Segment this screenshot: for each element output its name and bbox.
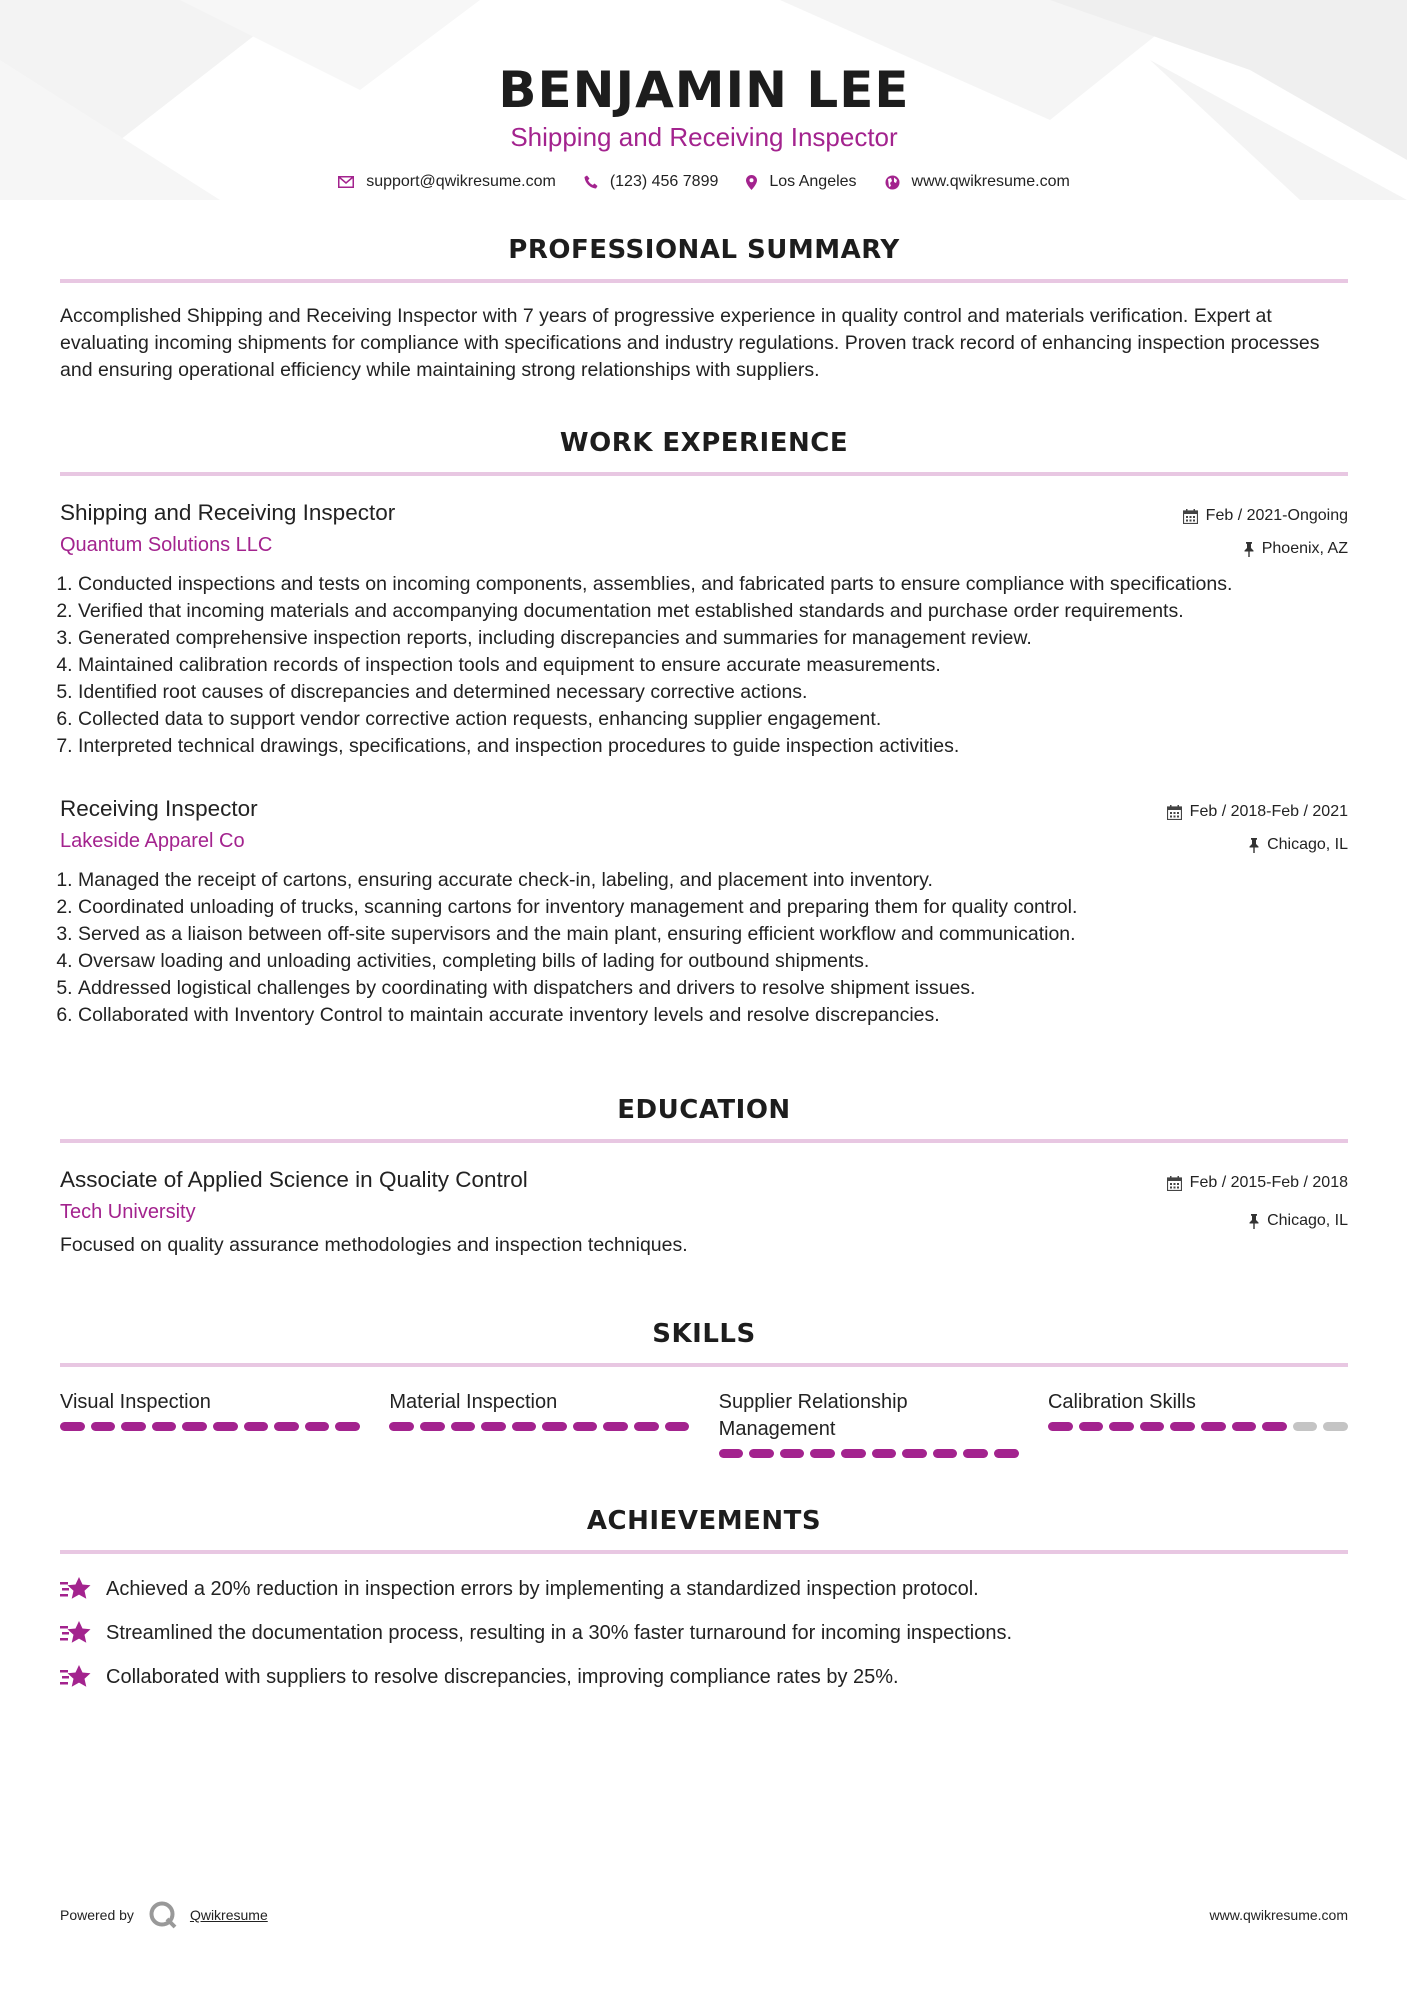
skill-item <box>1048 1389 1348 1458</box>
email-text: support@qwikresume.com <box>366 173 556 190</box>
skill-dot-filled <box>512 1422 537 1431</box>
calendar-icon <box>1167 1176 1182 1191</box>
list-item: 3. Generated comprehensive inspection reports, including discrepancies and summaries for management review. <box>78 625 1348 652</box>
list-item: 6. Collected data to support vendor corrective action requests, enhancing supplier engagement. <box>78 706 1348 733</box>
job-title: Shipping and Receiving Inspector <box>60 500 396 525</box>
job-location <box>1167 835 1348 855</box>
skill-name: Visual Inspection <box>60 1391 211 1413</box>
skill-dot-filled <box>420 1422 445 1431</box>
skill-level-bar <box>389 1422 689 1431</box>
education-dates-text: Feb / 2015-Feb / 2018 <box>1189 1174 1348 1191</box>
skills-heading: SKILLS <box>652 1319 756 1349</box>
list-item: 5. Identified root causes of discrepancies and determined necessary corrective actions. <box>78 679 1348 706</box>
resume-page <box>60 0 1348 1708</box>
achievements-heading: ACHIEVEMENTS <box>586 1506 822 1536</box>
skill-dot-filled <box>780 1449 805 1458</box>
skill-dot-filled <box>152 1422 177 1431</box>
skill-dot-filled <box>1079 1422 1104 1431</box>
section-divider <box>60 1550 1348 1554</box>
skill-level-bar <box>719 1449 1019 1458</box>
envelope-icon <box>338 176 354 188</box>
job-entry <box>60 500 1348 760</box>
achievement-text: Collaborated with suppliers to resolve discrepancies, improving compliance rates by 25%. <box>106 1665 899 1688</box>
job-dates <box>1167 802 1348 822</box>
degree-title: Associate of Applied Science in Quality Control <box>60 1167 528 1192</box>
contact-email[interactable] <box>338 173 556 191</box>
school-name: Tech University <box>60 1201 196 1223</box>
candidate-title: Shipping and Receiving Inspector <box>510 122 898 152</box>
list-item: 3. Served as a liaison between off-site supervisors and the main plant, ensuring efficient workflow and communication. <box>78 921 1348 948</box>
education-location <box>1167 1211 1348 1231</box>
job-entry <box>60 796 1348 1029</box>
job-location-text: Chicago, IL <box>1267 836 1348 853</box>
job-responsibilities <box>60 867 1348 1029</box>
list-item: 4. Maintained calibration records of inspection tools and equipment to ensure accurate measurements. <box>78 652 1348 679</box>
skill-dot-filled <box>542 1422 567 1431</box>
skills-list <box>60 1389 1348 1458</box>
powered-by <box>60 1900 268 1930</box>
list-item: 2. Coordinated unloading of trucks, scanning cartons for inventory management and preparing them for quality control. <box>78 894 1348 921</box>
phone-text: (123) 456 7899 <box>609 173 719 190</box>
list-item: 7. Interpreted technical drawings, specifications, and inspection procedures to guide inspection activities. <box>78 733 1348 760</box>
skill-dot-filled <box>182 1422 207 1431</box>
skill-dot-filled <box>994 1449 1019 1458</box>
education-dates <box>1167 1173 1348 1193</box>
job-dates <box>1183 506 1348 526</box>
skill-dot-filled <box>121 1422 146 1431</box>
job-responsibilities <box>60 571 1348 760</box>
skill-dot-filled <box>749 1449 774 1458</box>
map-pin-icon <box>746 175 757 190</box>
skill-item <box>60 1389 360 1458</box>
job-meta <box>1183 506 1348 559</box>
skill-dot-filled <box>1140 1422 1165 1431</box>
skill-dot-filled <box>719 1449 744 1458</box>
skill-dot-filled <box>1232 1422 1257 1431</box>
achievement-item <box>60 1620 1348 1646</box>
education-location-text: Chicago, IL <box>1267 1212 1348 1229</box>
skill-dot-filled <box>933 1449 958 1458</box>
globe-icon <box>885 175 900 190</box>
contact-bar <box>60 173 1348 191</box>
skill-dot-filled <box>872 1449 897 1458</box>
skill-dot-filled <box>60 1422 85 1431</box>
achievement-item <box>60 1576 1348 1602</box>
calendar-icon <box>1183 509 1198 524</box>
skill-name: Calibration Skills <box>1047 1391 1196 1413</box>
list-item: 1. Managed the receipt of cartons, ensuring accurate check-in, labeling, and placement into inventory. <box>78 867 1348 894</box>
section-divider <box>60 472 1348 476</box>
section-divider <box>60 1363 1348 1367</box>
pushpin-icon <box>1249 838 1259 853</box>
star-icon <box>60 1620 92 1646</box>
skill-dot-filled <box>481 1422 506 1431</box>
skill-dot-filled <box>213 1422 238 1431</box>
skill-dot-filled <box>1262 1422 1287 1431</box>
skill-dot-empty <box>1323 1422 1348 1431</box>
star-icon <box>60 1664 92 1690</box>
skill-dot-filled <box>1109 1422 1134 1431</box>
website-text: www.qwikresume.com <box>911 173 1070 190</box>
achievement-text: Achieved a 20% reduction in inspection errors by implementing a standardized inspection protocol. <box>106 1577 979 1600</box>
achievements-list <box>60 1576 1348 1690</box>
skill-dot-filled <box>1201 1422 1226 1431</box>
resume-header <box>60 0 1348 191</box>
achievement-text: Streamlined the documentation process, resulting in a 30% faster turnaround for incoming inspections. <box>106 1621 1013 1644</box>
skill-level-bar <box>1048 1422 1348 1431</box>
experience-heading: WORK EXPERIENCE <box>559 428 849 458</box>
education-section <box>60 1095 1348 1259</box>
skill-dot-filled <box>603 1422 628 1431</box>
page-footer <box>60 1900 1348 1930</box>
experience-section <box>60 428 1348 1029</box>
pushpin-icon <box>1249 1214 1259 1229</box>
star-icon <box>60 1576 92 1602</box>
skill-item <box>389 1389 689 1458</box>
skill-level-bar <box>60 1422 360 1431</box>
phone-icon <box>584 175 598 189</box>
skill-dot-filled <box>902 1449 927 1458</box>
section-divider <box>60 279 1348 283</box>
summary-heading: PROFESSIONAL SUMMARY <box>508 235 900 265</box>
skill-dot-filled <box>389 1422 414 1431</box>
skill-dot-filled <box>305 1422 330 1431</box>
summary-section <box>60 235 1348 384</box>
skill-dot-filled <box>665 1422 690 1431</box>
skill-dot-filled <box>841 1449 866 1458</box>
skill-name: Material Inspection <box>389 1391 558 1413</box>
skill-name: Supplier Relationship Management <box>718 1391 908 1440</box>
job-dates-text: Feb / 2021-Ongoing <box>1205 507 1348 524</box>
skill-dot-filled <box>634 1422 659 1431</box>
education-meta <box>1167 1173 1348 1231</box>
contact-website[interactable] <box>885 173 1070 191</box>
skill-dot-filled <box>335 1422 360 1431</box>
skill-dot-filled <box>451 1422 476 1431</box>
job-meta <box>1167 802 1348 855</box>
education-description: Focused on quality assurance methodologies and inspection techniques. <box>60 1234 688 1256</box>
skill-dot-filled <box>274 1422 299 1431</box>
skill-dot-filled <box>573 1422 598 1431</box>
summary-text: Accomplished Shipping and Receiving Inspector with 7 years of progressive experience in quality control and materials verification. Expert at evaluating incoming shipments for compliance with specifications and industry regulations. Proven track record of enhancing inspection processes and ensuring operational efficiency while maintaining strong relationships with suppliers. <box>60 305 1320 381</box>
section-divider <box>60 1139 1348 1143</box>
skill-dot-filled <box>244 1422 269 1431</box>
contact-phone[interactable] <box>584 173 719 191</box>
education-entry <box>60 1167 1348 1259</box>
job-dates-text: Feb / 2018-Feb / 2021 <box>1189 803 1348 820</box>
list-item: 4. Oversaw loading and unloading activities, completing bills of lading for outbound shipments. <box>78 948 1348 975</box>
pushpin-icon <box>1244 542 1254 557</box>
skills-section <box>60 1319 1348 1458</box>
list-item: 1. Conducted inspections and tests on incoming components, assemblies, and fabricated parts to ensure compliance with specifications. <box>78 571 1348 598</box>
list-item: 2. Verified that incoming materials and accompanying documentation met established standards and purchase order requirements. <box>78 598 1348 625</box>
qwikresume-logo-icon <box>148 1900 178 1930</box>
skill-item <box>719 1389 1019 1458</box>
candidate-name: BENJAMIN LEE <box>498 61 910 119</box>
education-heading: EDUCATION <box>617 1095 791 1125</box>
job-title: Receiving Inspector <box>60 796 258 821</box>
skill-dot-filled <box>810 1449 835 1458</box>
skill-dot-filled <box>963 1449 988 1458</box>
qwikresume-link[interactable]: Qwikresume <box>189 1907 268 1923</box>
skill-dot-filled <box>1048 1422 1073 1431</box>
skill-dot-empty <box>1293 1422 1318 1431</box>
list-item: 5. Addressed logistical challenges by coordinating with dispatchers and drivers to resolve shipment issues. <box>78 975 1348 1002</box>
powered-by-label: Powered by <box>60 1907 134 1923</box>
achievements-section <box>60 1506 1348 1690</box>
list-item: 6. Collaborated with Inventory Control to maintain accurate inventory levels and resolve discrepancies. <box>78 1002 1348 1029</box>
location-text: Los Angeles <box>769 173 857 190</box>
skill-dot-filled <box>1170 1422 1195 1431</box>
company-name: Lakeside Apparel Co <box>60 830 245 852</box>
skill-dot-filled <box>91 1422 116 1431</box>
job-location-text: Phoenix, AZ <box>1261 540 1348 557</box>
contact-location <box>746 173 856 191</box>
footer-website[interactable]: www.qwikresume.com <box>1209 1907 1348 1923</box>
achievement-item <box>60 1664 1348 1690</box>
calendar-icon <box>1167 805 1182 820</box>
job-location <box>1183 539 1348 559</box>
company-name: Quantum Solutions LLC <box>60 534 273 556</box>
